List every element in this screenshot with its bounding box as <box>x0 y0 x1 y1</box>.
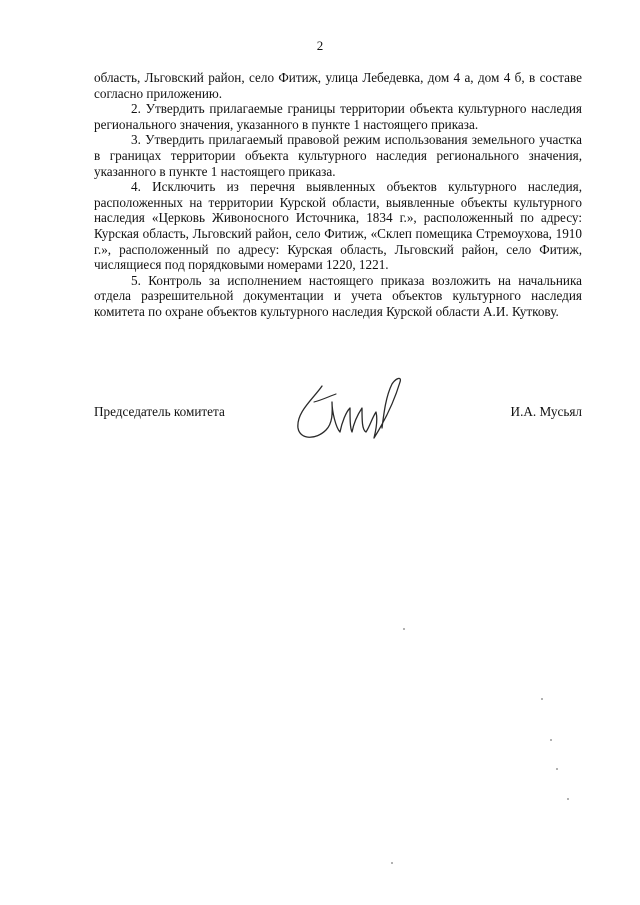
scan-speck <box>391 862 393 864</box>
paragraph-item-2: 2. Утвердить прилагаемые границы территории объекта культурного наследия регионального значения, указанного в пункте 1 настоящего приказа. <box>94 101 582 132</box>
paragraph-continuation: область, Льговский район, село Фитиж, улица Лебедевка, дом 4 а, дом 4 б, в составе согласно приложению. <box>94 70 582 101</box>
paragraph-item-5: 5. Контроль за исполнением настоящего приказа возложить на начальника отдела разрешительной документации и учета объектов культурного наследия комитета по охране объектов культурного наследия Курской области А.И. Куткову. <box>94 272 582 319</box>
handwritten-signature <box>292 372 412 452</box>
document-body <box>94 70 582 320</box>
scan-speck <box>541 698 543 700</box>
signer-title: Председатель комитета <box>94 404 225 419</box>
scan-speck <box>567 798 569 800</box>
scan-speck <box>403 628 405 630</box>
paragraph-item-4: 4. Исключить из перечня выявленных объектов культурного наследия, расположенных на территории Курской области, выявленные объекты культурного наследия «Церковь Живоносного Источника, 1834 г.», расположенный по адресу: Курская область, Льговский район, село Фитиж, «Склеп помещика Стремоухова, 1910 г.», расположенный по адресу: Курская область, Льговский район, село Фитиж, числящиеся под порядковыми номерами 1220, 1221. <box>94 179 582 273</box>
scan-speck <box>556 768 558 770</box>
scan-speck <box>550 739 552 741</box>
paragraph-item-3: 3. Утвердить прилагаемый правовой режим использования земельного участка в границах территории объекта культурного наследия регионального значения, указанного в пункте 1 настоящего приказа. <box>94 132 582 179</box>
page-number: 2 <box>316 38 324 53</box>
signer-name: И.А. Мусьял <box>510 404 582 419</box>
